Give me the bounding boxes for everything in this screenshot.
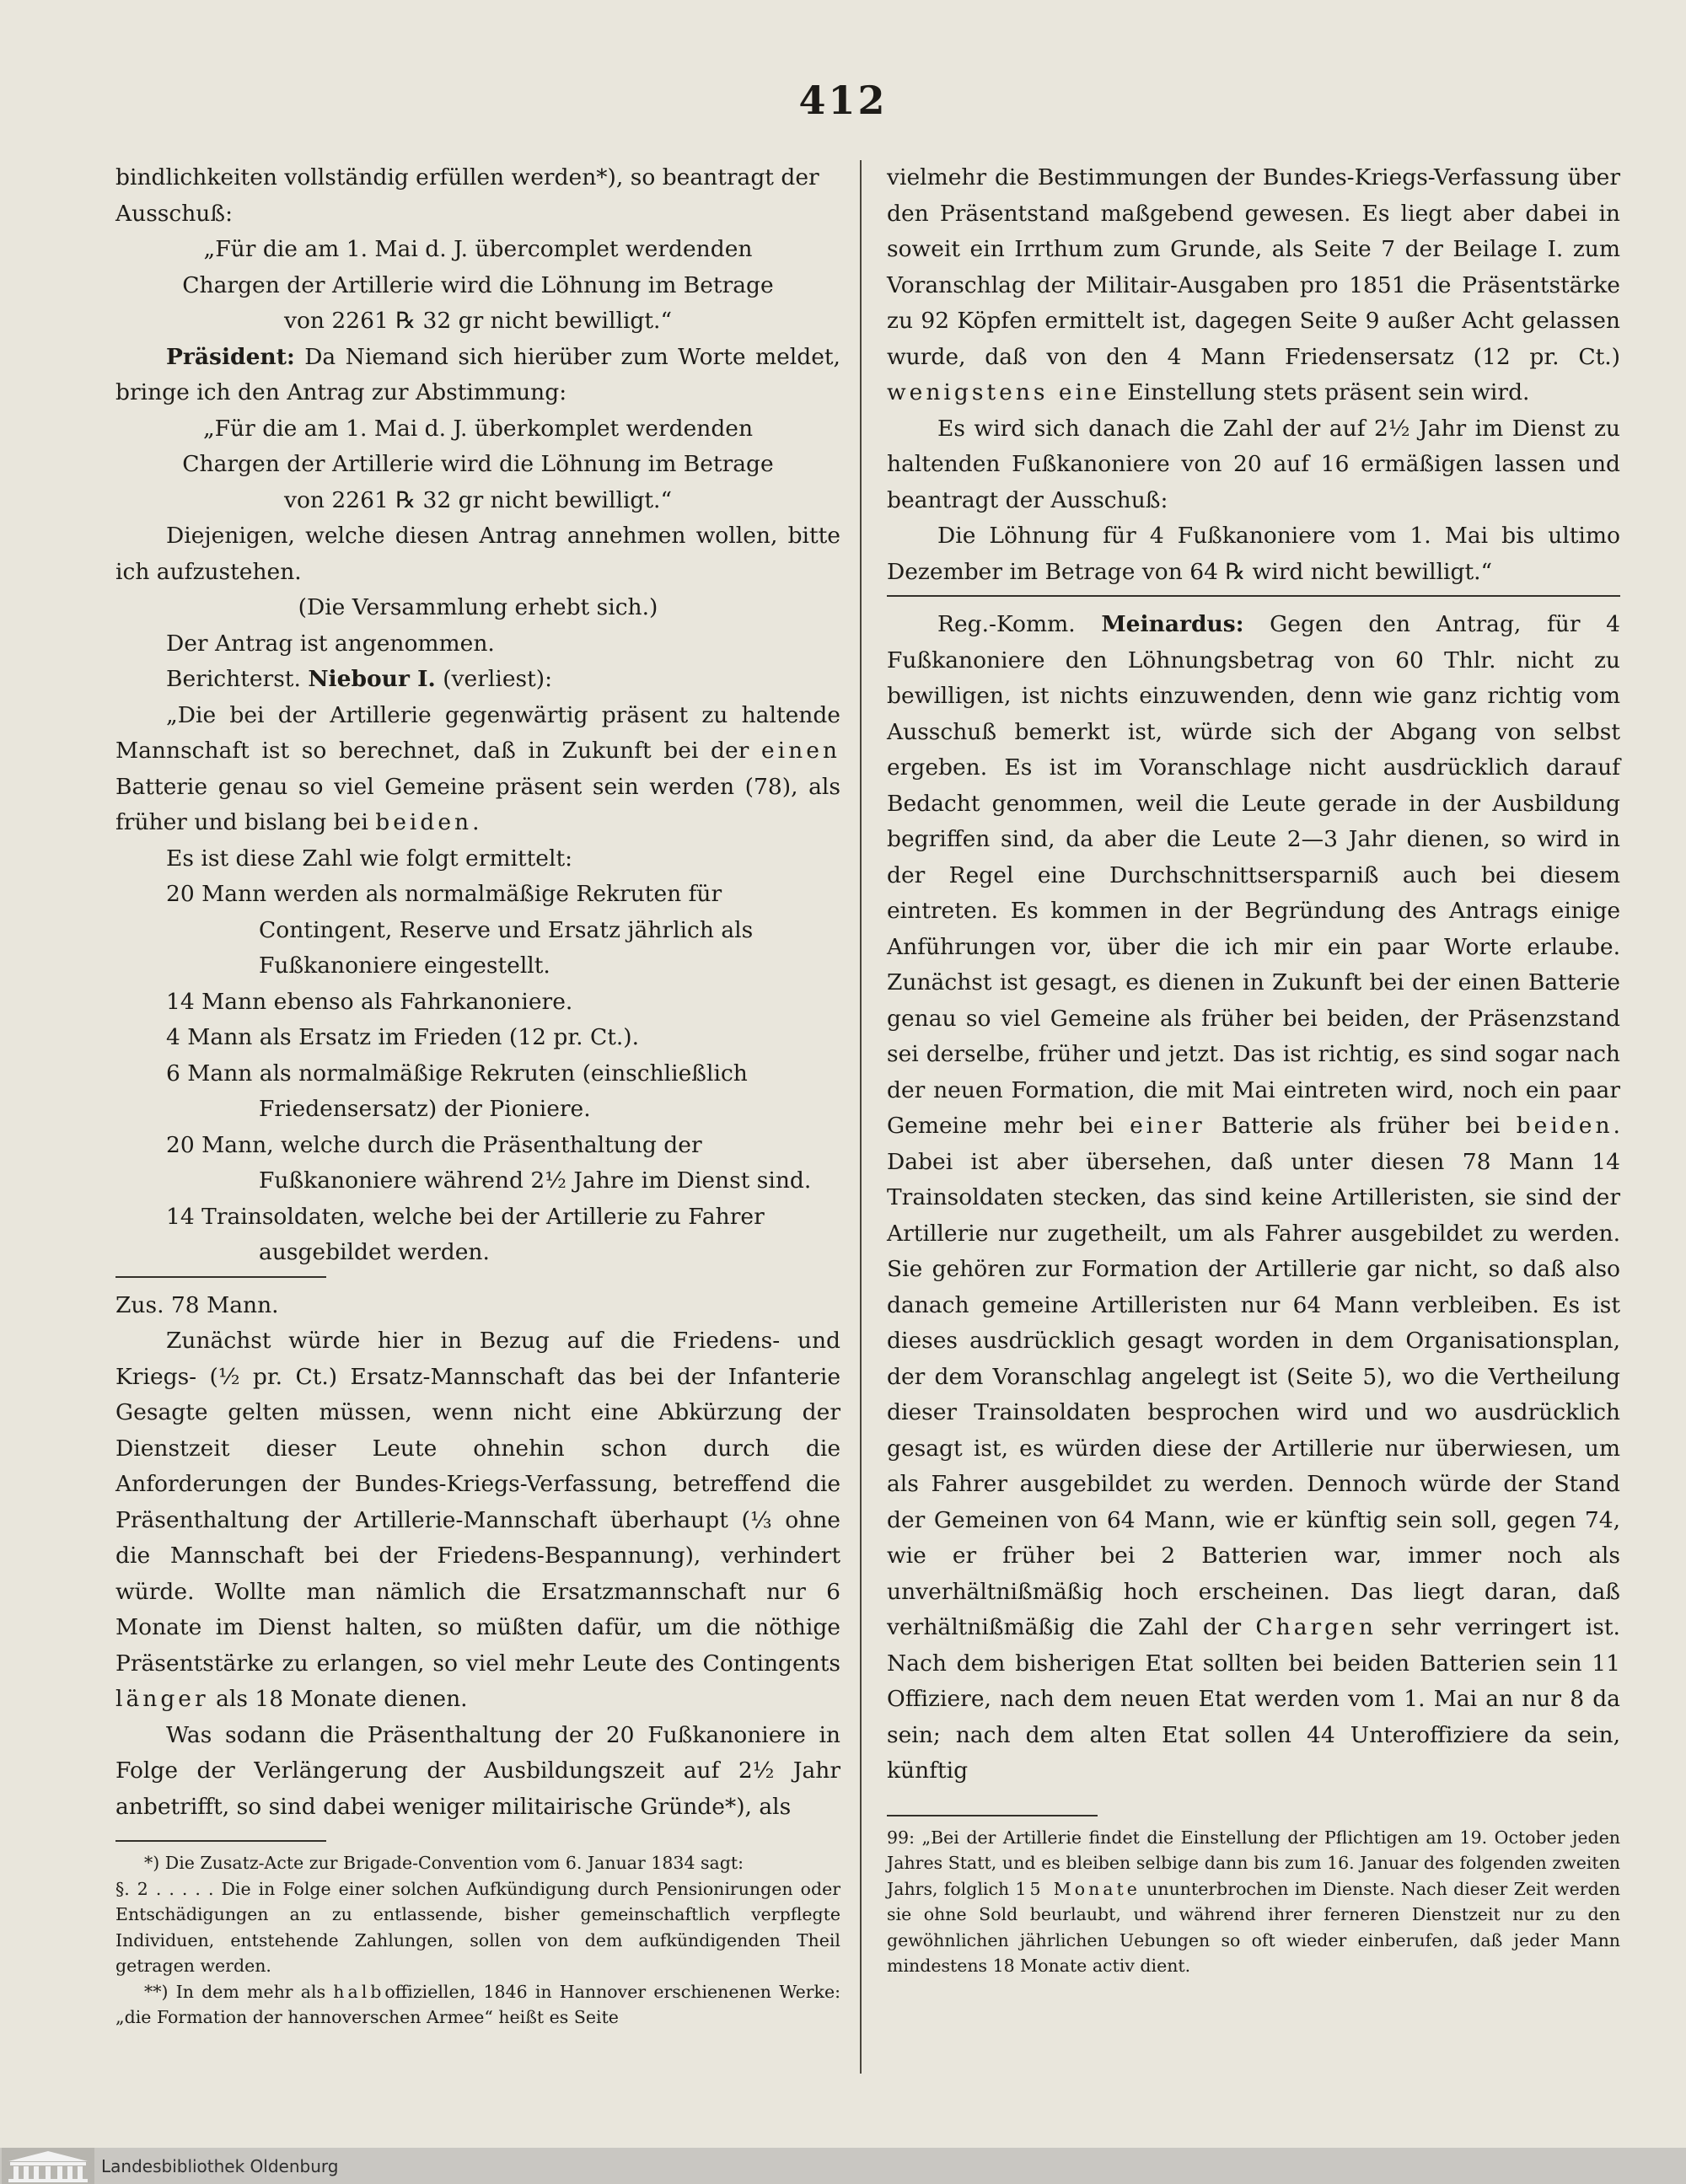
quote-text: . bbox=[472, 809, 480, 835]
paragraph-text: Einstellung stets präsent sein wird. bbox=[1127, 379, 1530, 405]
motion-line: „Für die am 1. Mai d. J. übercomplet werdenden bbox=[203, 236, 753, 262]
reporter-prefix: Berichterst. bbox=[166, 666, 301, 692]
speaker-prefix: Reg.-Komm. bbox=[937, 611, 1076, 637]
footnote bbox=[887, 1825, 1620, 1979]
footnote-text: **) In dem mehr als bbox=[144, 1981, 326, 2002]
speaker-label: Präsident: bbox=[166, 343, 295, 370]
computed-intro: Es ist diese Zahl wie folgt ermittelt: bbox=[166, 845, 573, 872]
speech-text: Da Niemand sich hierüber zum Worte meldet, bringe ich den Antrag zur Abstimmung: bbox=[115, 343, 840, 405]
motion-line: von 2261 ℞ 32 gr nicht bewilligt.“ bbox=[284, 308, 672, 334]
list-item: 14 Mann ebenso als Fahrkanoniere. bbox=[166, 988, 573, 1015]
footnote: §. 2 . . . . . Die in Folge einer solchen Aufkündigung durch Pensionirungen oder Entschädigungen an zu entlassende, bisher gemeinschaftlich verpflegte Individuen, entstehende Zahlungen, sollen von dem aufkündigenden Theil getragen werden. bbox=[115, 1878, 840, 1976]
president-paragraph bbox=[115, 340, 840, 411]
column-divider bbox=[860, 160, 862, 2074]
paragraph-text: vielmehr die Bestimmungen der Bundes-Kriegs-Verfassung über den Präsentstand maßgebend gewesen. Es liegt aber dabei in soweit ein Irrthum zum Grunde, als Seite 7 der Beilage I. zum Voranschlag der Militair-Ausgaben pro 1851 die Präsentstärke zu 92 Köpfen ermittelt ist, dagegen Seite 9 außer Acht gelassen wurde, daß von den 4 Mann Friedensersatz (12 pr. Ct.) bbox=[887, 164, 1620, 370]
vote-call: Diejenigen, welche diesen Antrag annehmen wollen, bitte ich aufzustehen. bbox=[115, 523, 840, 585]
speech-text: Gegen den Antrag, für 4 Fußkanoniere den Löhnungsbetrag von 60 Thlr. nicht zu bewilligen, ist nichts einzuwenden, denn wie ganz richtig vom Ausschuß bemerkt ist, würde sich der Abgang von selbst ergeben. Es ist im Voranschlage nicht ausdrücklich darauf Bedacht genommen, weil die Leute gerade in der Ausbildung begriffen sind, da aber die Leute 2—3 Jahr dienen, so wird in der Regel eine Durchschnittsersparniß auch bei diesem eintreten. Es kommen in der Begründung des Antrags einige Anführungen vor, über die ich mir ein paar Worte erlaube. Zunächst ist gesagt, es dienen in Zukunft bei der einen Batterie genau so viel Gemeine als früher bei beiden, der Präsenzstand sei derselbe, früher und jetzt. Das ist richtig, es sind sogar nach der neuen Formation, die mit Mai eintreten wird, noch ein paar Gemeine mehr bei bbox=[887, 611, 1620, 1139]
footnote-rule bbox=[887, 1815, 1098, 1816]
left-column bbox=[115, 160, 840, 2031]
library-footer bbox=[0, 2148, 1686, 2184]
speech-text: sehr verringert ist. Nach dem bisherigen Etat sollten bei beiden Batterien sein 11 Offiziere, nach dem neuen Etat werden vom 1. Mai an nur 8 da sein; nach dem alten Etat sollen 44 Unteroffiziere da sein, künftig bbox=[887, 1614, 1620, 1784]
paragraph bbox=[115, 1323, 840, 1718]
spaced-word: einer bbox=[1130, 1113, 1205, 1139]
result-line: Der Antrag ist angenommen. bbox=[166, 630, 495, 657]
computation-list bbox=[115, 877, 840, 1271]
paragraph bbox=[887, 160, 1620, 411]
list-item: 20 Mann, welche durch die Präsenthaltung der Fußkanoniere während 2½ Jahre im Dienst sind. bbox=[166, 1131, 812, 1194]
footnote-text: 99: „Bei der Artillerie findet die Einstellung der Pflichtigen am 19. October jeden Jahres Statt, und es bleiben selbige dann bis zum 16. Januar des folgenden zweiten Jahrs, folglich bbox=[887, 1827, 1620, 1899]
spaced-word: länger bbox=[115, 1686, 209, 1712]
paragraph: Es wird sich danach die Zahl der auf 2½ Jahr im Dienst zu haltenden Fußkanoniere von 20 auf 16 ermäßigen lassen und beantragt der Ausschuß: bbox=[887, 415, 1620, 513]
right-column bbox=[887, 160, 1620, 1979]
speech-paragraph bbox=[887, 607, 1620, 1790]
footnote: *) Die Zusatz-Acte zur Brigade-Convention vom 6. Januar 1834 sagt: bbox=[144, 1853, 744, 1873]
paragraph: Was sodann die Präsenthaltung der 20 Fußkanoniere in Folge der Verlängerung der Ausbildungszeit auf 2½ Jahr anbetrifft, so sind dabei weniger militairische Gründe*), als bbox=[115, 1721, 840, 1820]
list-item: 4 Mann als Ersatz im Frieden (12 pr. Ct.). bbox=[166, 1024, 640, 1050]
reporter-name: Niebour I. bbox=[308, 666, 436, 692]
reporter-suffix: (verliest): bbox=[443, 666, 553, 692]
library-name: Landesbibliothek Oldenburg bbox=[101, 2155, 339, 2176]
spaced-word: halb bbox=[333, 1981, 385, 2002]
speech-text: Batterie als früher bei bbox=[1221, 1113, 1501, 1139]
list-item: 20 Mann werden als normalmäßige Rekruten für Contingent, Reserve und Ersatz jährlich als Fußkanoniere eingestellt. bbox=[166, 881, 754, 979]
stage-direction: (Die Versammlung erhebt sich.) bbox=[298, 594, 658, 620]
speech-text: . Dabei ist aber übersehen, daß unter diesen 78 Mann 14 Trainsoldaten stecken, das sind keine Artilleristen, sie sind der Artillerie nur zugetheilt, um als Fahrer ausgebildet zu werden. Sie gehören zur Formation der Artillerie gar nicht, so daß also danach gemeine Artilleristen nur 64 Mann verbleiben. Es ist dieses ausdrücklich gesagt worden in dem Organisationsplan, der dem Voranschlag angelegt ist (Seite 5), wo die Vertheilung dieser Trainsoldaten besprochen wird und wo ausdrücklich gesagt ist, es würden diese der Artillerie nur überwiesen, um als Fahrer ausgebildet zu werden. Dennoch würde der Stand der Gemeinen von 64 Mann, wie er künftig sein soll, gegen 74, wie er früher bei 2 Batterien war, immer noch als unverhältnißmäßig hoch erscheinen. Das liegt daran, daß verhältnißmäßig die Zahl der bbox=[887, 1113, 1620, 1640]
library-building-icon bbox=[2, 2148, 94, 2184]
quoted-paragraph bbox=[115, 698, 840, 841]
sum-rule bbox=[115, 1276, 326, 1278]
motion-line: von 2261 ℞ 32 gr nicht bewilligt.“ bbox=[284, 486, 672, 513]
quote-text: „Die bei der Artillerie gegenwärtig präsent zu haltende Mannschaft ist so berechnet, daß in Zukunft bei der bbox=[115, 701, 840, 764]
paragraph-text: Zunächst würde hier in Bezug auf die Friedens- und Kriegs- (½ pr. Ct.) Ersatz-Mannschaft das bei der Infanterie Gesagte gelten müssen, wenn nicht eine Abkürzung der Dienstzeit dieser Leute ohnehin schon durch die Anforderungen der Bundes-Kriegs-Verfassung, betreffend die Präsenthaltung der Artillerie-Mannschaft überhaupt (⅓ ohne die Mannschaft bei der Friedens-Bespannung), verhindert würde. Wollte man nämlich die Ersatzmannschaft nur 6 Monate im Dienst halten, so müßten dafür, um die nöthige Präsentstärke zu erlangen, so viel mehr Leute des Contingents bbox=[115, 1328, 840, 1677]
page-number: 412 bbox=[798, 78, 888, 123]
motion-line: „Für die am 1. Mai d. J. überkomplet werdenden bbox=[202, 415, 754, 442]
spaced-word: Chargen bbox=[1255, 1614, 1377, 1640]
footnote-rule bbox=[115, 1840, 326, 1842]
text-line: bindlichkeiten vollständig erfüllen werden*), so beantragt der bbox=[115, 164, 819, 190]
spaced-word: einen bbox=[761, 738, 840, 764]
section-rule bbox=[887, 595, 1620, 597]
motion-line: Chargen der Artillerie wird die Löhnung im Betrage bbox=[182, 451, 774, 477]
footnote-text: ununterbrochen im Dienste. Nach dieser Zeit werden sie ohne Sold beurlaubt, und während ihrer ferneren Dienstzeit nur zu den gewöhnlichen jährlichen Uebungen so oft wieder einberufen, daß jeder Mann mindestens 18 Monate activ dient. bbox=[887, 1878, 1620, 1976]
spaced-word: beiden bbox=[1516, 1113, 1614, 1139]
reporter-line bbox=[115, 662, 840, 698]
paragraph-text: als 18 Monate dienen. bbox=[216, 1686, 468, 1712]
footnote-text: offiziellen, 1846 in Hannover erschienenen Werke: „die Formation der hannoverschen Armee“ heißt es Seite bbox=[115, 1981, 840, 2027]
text-line: Ausschuß: bbox=[115, 200, 234, 227]
footnote bbox=[115, 1979, 840, 2031]
motion-line: Chargen der Artillerie wird die Löhnung im Betrage bbox=[182, 271, 774, 298]
list-item: 6 Mann als normalmäßige Rekruten (einschließlich Friedensersatz) der Pioniere. bbox=[166, 1060, 748, 1122]
total-line: Zus. 78 Mann. bbox=[115, 1291, 279, 1318]
spaced-word: wenigstens eine bbox=[887, 379, 1120, 405]
spaced-word: 15 Monate bbox=[1015, 1878, 1141, 1899]
spaced-word: beiden bbox=[375, 809, 473, 835]
quote-text: Batterie genau so viel Gemeine präsent sein werden (78), als früher und bislang bei bbox=[115, 773, 840, 835]
speaker-name: Meinardus: bbox=[1101, 611, 1244, 637]
motion: Die Löhnung für 4 Fußkanoniere vom 1. Mai bis ultimo Dezember im Betrage von 64 ℞ wird nicht bewilligt.“ bbox=[887, 523, 1620, 585]
list-item: 14 Trainsoldaten, welche bei der Artillerie zu Fahrer ausgebildet werden. bbox=[166, 1203, 765, 1265]
